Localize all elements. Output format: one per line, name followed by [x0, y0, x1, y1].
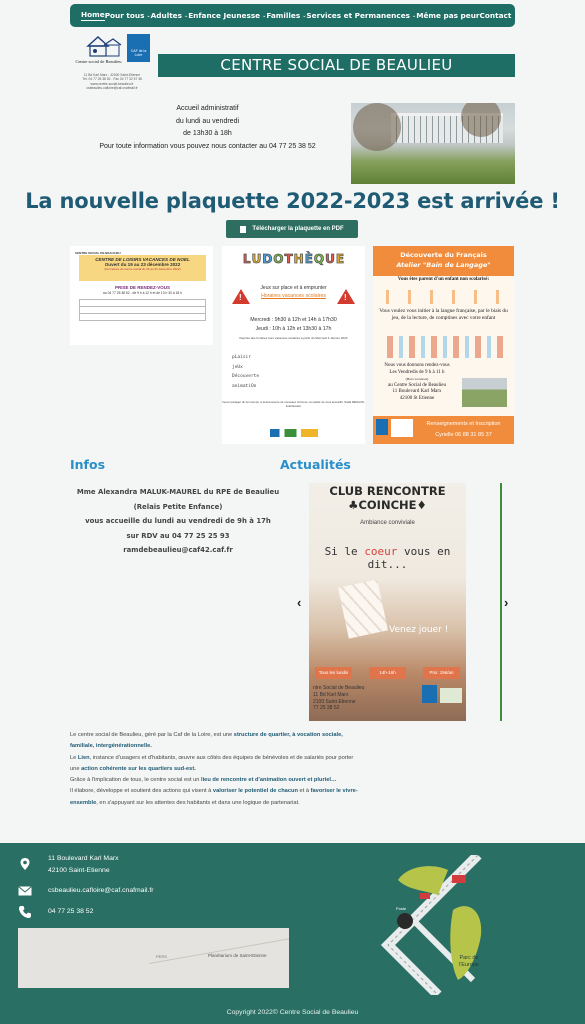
caf-logo: CAF de la Loire	[127, 34, 150, 62]
flyer-ludotheque[interactable]: L U D O T H È Q U E ! ! Jeux sur place et à emprunter Horaires vacances scolaires Mercredi : 9h30 à 12h et 14h à 17h30 Jeudi : 10h à 12h et 13h30 à 17h Reprise des horaires hors vacances scolaires à partir du Mercredi 4 Janvier 2023 pLaisir jeUx Découverte animatiOn Venez partager du bon temps, à la découverte de nouveaux horizons. Au plaisir de vous accueillir. Stella MENAUD, ludothécaire	[222, 246, 365, 444]
flyer-vacances-noel[interactable]: CENTRE SOCIAL DE BEAULIEU CENTRE DE LOISIRS VACANCES DE NOEL Ouvert du 19 au 23 décembre 2022 (Fermeture du centre social du 26 au 31 décembre 2022) PRISE DE RENDEZ-VOUS au 04 77 25 38 52 - de 9 h à 12 h et de 13 h 30 à 18 h	[70, 246, 213, 345]
chevron-down-icon: ⌄	[146, 12, 151, 19]
ludotheque-letter: U	[325, 252, 335, 266]
logo-name: Centre social de Beaulieu	[75, 59, 122, 64]
ludotheque-letter: È	[304, 252, 313, 266]
opening-hours	[70, 103, 345, 154]
slider-prev-arrow-icon[interactable]: ‹	[297, 595, 302, 610]
nav-item-5[interactable]: Services et Permanences ⌄	[306, 11, 417, 20]
slider-next-arrow-icon[interactable]: ›	[504, 595, 509, 610]
ludotheque-title	[230, 252, 357, 276]
centre-logo	[391, 419, 413, 437]
footer-address: 11 Boulevard Karl Marx 42100 Saint-Etienne	[48, 855, 119, 874]
tree	[353, 103, 401, 151]
google-map[interactable]: PERS Planétarium de Saint-Etienne	[18, 928, 289, 988]
section-title-actualites: Actualités	[280, 457, 351, 472]
news-slider	[294, 483, 515, 723]
location-pin-icon	[18, 857, 32, 871]
section-title-infos: Infos	[70, 457, 106, 472]
ludotheque-letter: U	[251, 252, 262, 266]
document-icon	[240, 226, 246, 233]
slide-coinche[interactable]: CLUB RENCONTRE ♣COINCHE♦ Ambiance conviviale Si le coeur vous en dit... Venez jouer ! Tous les lundis 14h-16h Prix: 15€/an ntre Social de Beaulieu 11 Bd Karl Marx 2100 Saint-Etienne 77 25 38 52	[309, 483, 466, 721]
illustration	[381, 336, 507, 358]
ludotheque-schedule: Mercredi : 9h30 à 12h et 14h à 17h30 Jeudi : 10h à 12h et 13h30 à 17h	[250, 317, 337, 332]
plan-label-poste: Poste	[396, 906, 407, 911]
nav-item-1[interactable]: Pour tous ⌄	[104, 11, 151, 20]
flyer-header: Découverte du Français Atelier "Bain de Langage"	[373, 246, 514, 276]
infos-text: Mme Alexandra MALUK-MAUREL du RPE de Beaulieu (Relais Petite Enfance) vous accueille du lundi au vendredi de 9h à 17h sur RDV au 04 77 25 25 93 ramdebeaulieu@caf42.caf.fr	[76, 488, 280, 554]
download-pdf-button[interactable]: Télécharger la plaquette en PDF	[226, 220, 358, 238]
acrostic: pLaisir jeUx Découverte animatiOn	[232, 355, 260, 389]
plan-label-parc: Parc de l'Europe	[458, 955, 479, 968]
site-logo[interactable]	[70, 34, 154, 94]
playing-cards	[338, 579, 388, 638]
logo-address: 11 Bd Karl Marx - 42000 Saint-Etienne Tél. 04 77 25 38 52 - Fax 04 77 32 57 36 www.centre-social-beaulieu.fr csbeaulieu.cafloire@caf.cnafmail.fr	[82, 73, 142, 91]
ludotheque-letter: D	[262, 252, 273, 266]
caf-logo	[422, 685, 437, 703]
about-text: Le centre social de Beaulieu, géré par la Caf de la Loire, est une structure de quartier, à vocation sociale, familiale, intergénérationnelle. Le Lien, instance d'usagers et d'habitants, œuvre aux côtés des équipes de bénévoles et de salariés pour porter une action cohérente sur les quartiers sud-est. Grâce à l'implication de tous, le centre social est un lieu de rencontre et d'animation ouvert et pluriel… Il élabore, développe et soutient des actions qui visent à valoriser le potentiel de chacun et à favoriser le vivre-ensemble, en s'appuyant sur les attentes des habitants et dans une logique de partenariat.	[70, 732, 358, 806]
hours-line: du lundi au vendredi	[175, 117, 240, 125]
chevron-down-icon: ⌄	[302, 12, 307, 19]
slide-address: ntre Social de Beaulieu 11 Bd Karl Marx 2100 Saint-Etienne 77 25 38 52	[313, 685, 365, 712]
ludotheque-letter: E	[335, 252, 345, 266]
flyer-table	[79, 299, 206, 321]
ludotheque-letter: Q	[313, 252, 325, 266]
ludotheque-letter: O	[273, 252, 284, 266]
map-road	[149, 937, 289, 964]
nav-item-4[interactable]: Familles ⌄	[266, 11, 307, 20]
hours-line: Accueil administratif	[176, 105, 239, 112]
hours-line: Pour toute information vous pouvez nous contacter au 04 77 25 38 52	[99, 143, 316, 151]
centre-logo	[440, 688, 462, 703]
illustration	[378, 290, 509, 304]
building-photo	[462, 378, 507, 407]
chevron-down-icon: ⌄	[262, 12, 267, 19]
nav-item-7[interactable]: Contact	[479, 11, 512, 20]
chevron-down-icon: ⌄	[412, 12, 417, 19]
footer-phone[interactable]: 04 77 25 38 52	[48, 908, 94, 915]
nav-item-2[interactable]: Adultes ⌄	[150, 11, 189, 20]
phone-icon	[18, 905, 32, 919]
footer-email[interactable]: csbeaulieu.cafloire@caf.cnafmail.fr	[48, 887, 154, 894]
building-photo	[351, 103, 515, 184]
slide-tagline: Si le coeur vous en dit...	[324, 545, 451, 571]
next-slide-edge	[500, 483, 502, 721]
nav-item-3[interactable]: Enfance Jeunesse ⌄	[188, 11, 267, 20]
ludotheque-letter: T	[284, 252, 293, 266]
flyer-header: CENTRE DE LOISIRS VACANCES DE NOEL Ouvert du 19 au 23 décembre 2022 (Fermeture du centre social du 26 au 31 décembre 2022)	[79, 255, 206, 281]
site-title-banner: CENTRE SOCIAL DE BEAULIEU	[158, 54, 515, 77]
main-nav	[70, 4, 515, 27]
nav-item-0[interactable]: Home	[81, 10, 105, 19]
nav-item-6[interactable]: Même pas peur	[416, 11, 480, 20]
flyer-decouverte-francais[interactable]: Découverte du Français Atelier "Bain de Langage" Vous êtes parent d'un enfant non scolarisé: Vous voulez vous initier à la langue française, par le biais du jeu, de la lecture, de comptines avec votre enfant Nous vous donnons rendez-vous Les Vendredis de 9 h à 11 h (Hors vacances) au Centre Social de Beaulieu 11 Boulevard Karl Marx 42100 St Etienne Renseignements et Inscription Cyrielle 06 88 31 85 37	[373, 246, 514, 444]
slide-title: CLUB RENCONTRE ♣COINCHE♦	[329, 484, 446, 512]
access-plan-map	[378, 855, 488, 995]
flyer-footer: Renseignements et Inscription Cyrielle 06 88 31 85 37	[373, 416, 514, 444]
chevron-down-icon: ⌄	[183, 12, 189, 19]
ludotheque-letter: H	[293, 252, 304, 266]
page-title: La nouvelle plaquette 2022-2023 est arrivée !	[25, 189, 560, 213]
envelope-icon	[18, 884, 32, 898]
copyright: Copyright 2022© Centre Social de Beaulieu	[226, 1009, 359, 1016]
house-logo-icon	[84, 34, 122, 58]
caf-logo	[376, 419, 388, 435]
partner-logos	[270, 429, 318, 437]
ludotheque-letter: L	[242, 252, 251, 266]
hours-line: de 13h30 à 18h	[183, 130, 232, 138]
site-footer	[0, 843, 585, 1024]
